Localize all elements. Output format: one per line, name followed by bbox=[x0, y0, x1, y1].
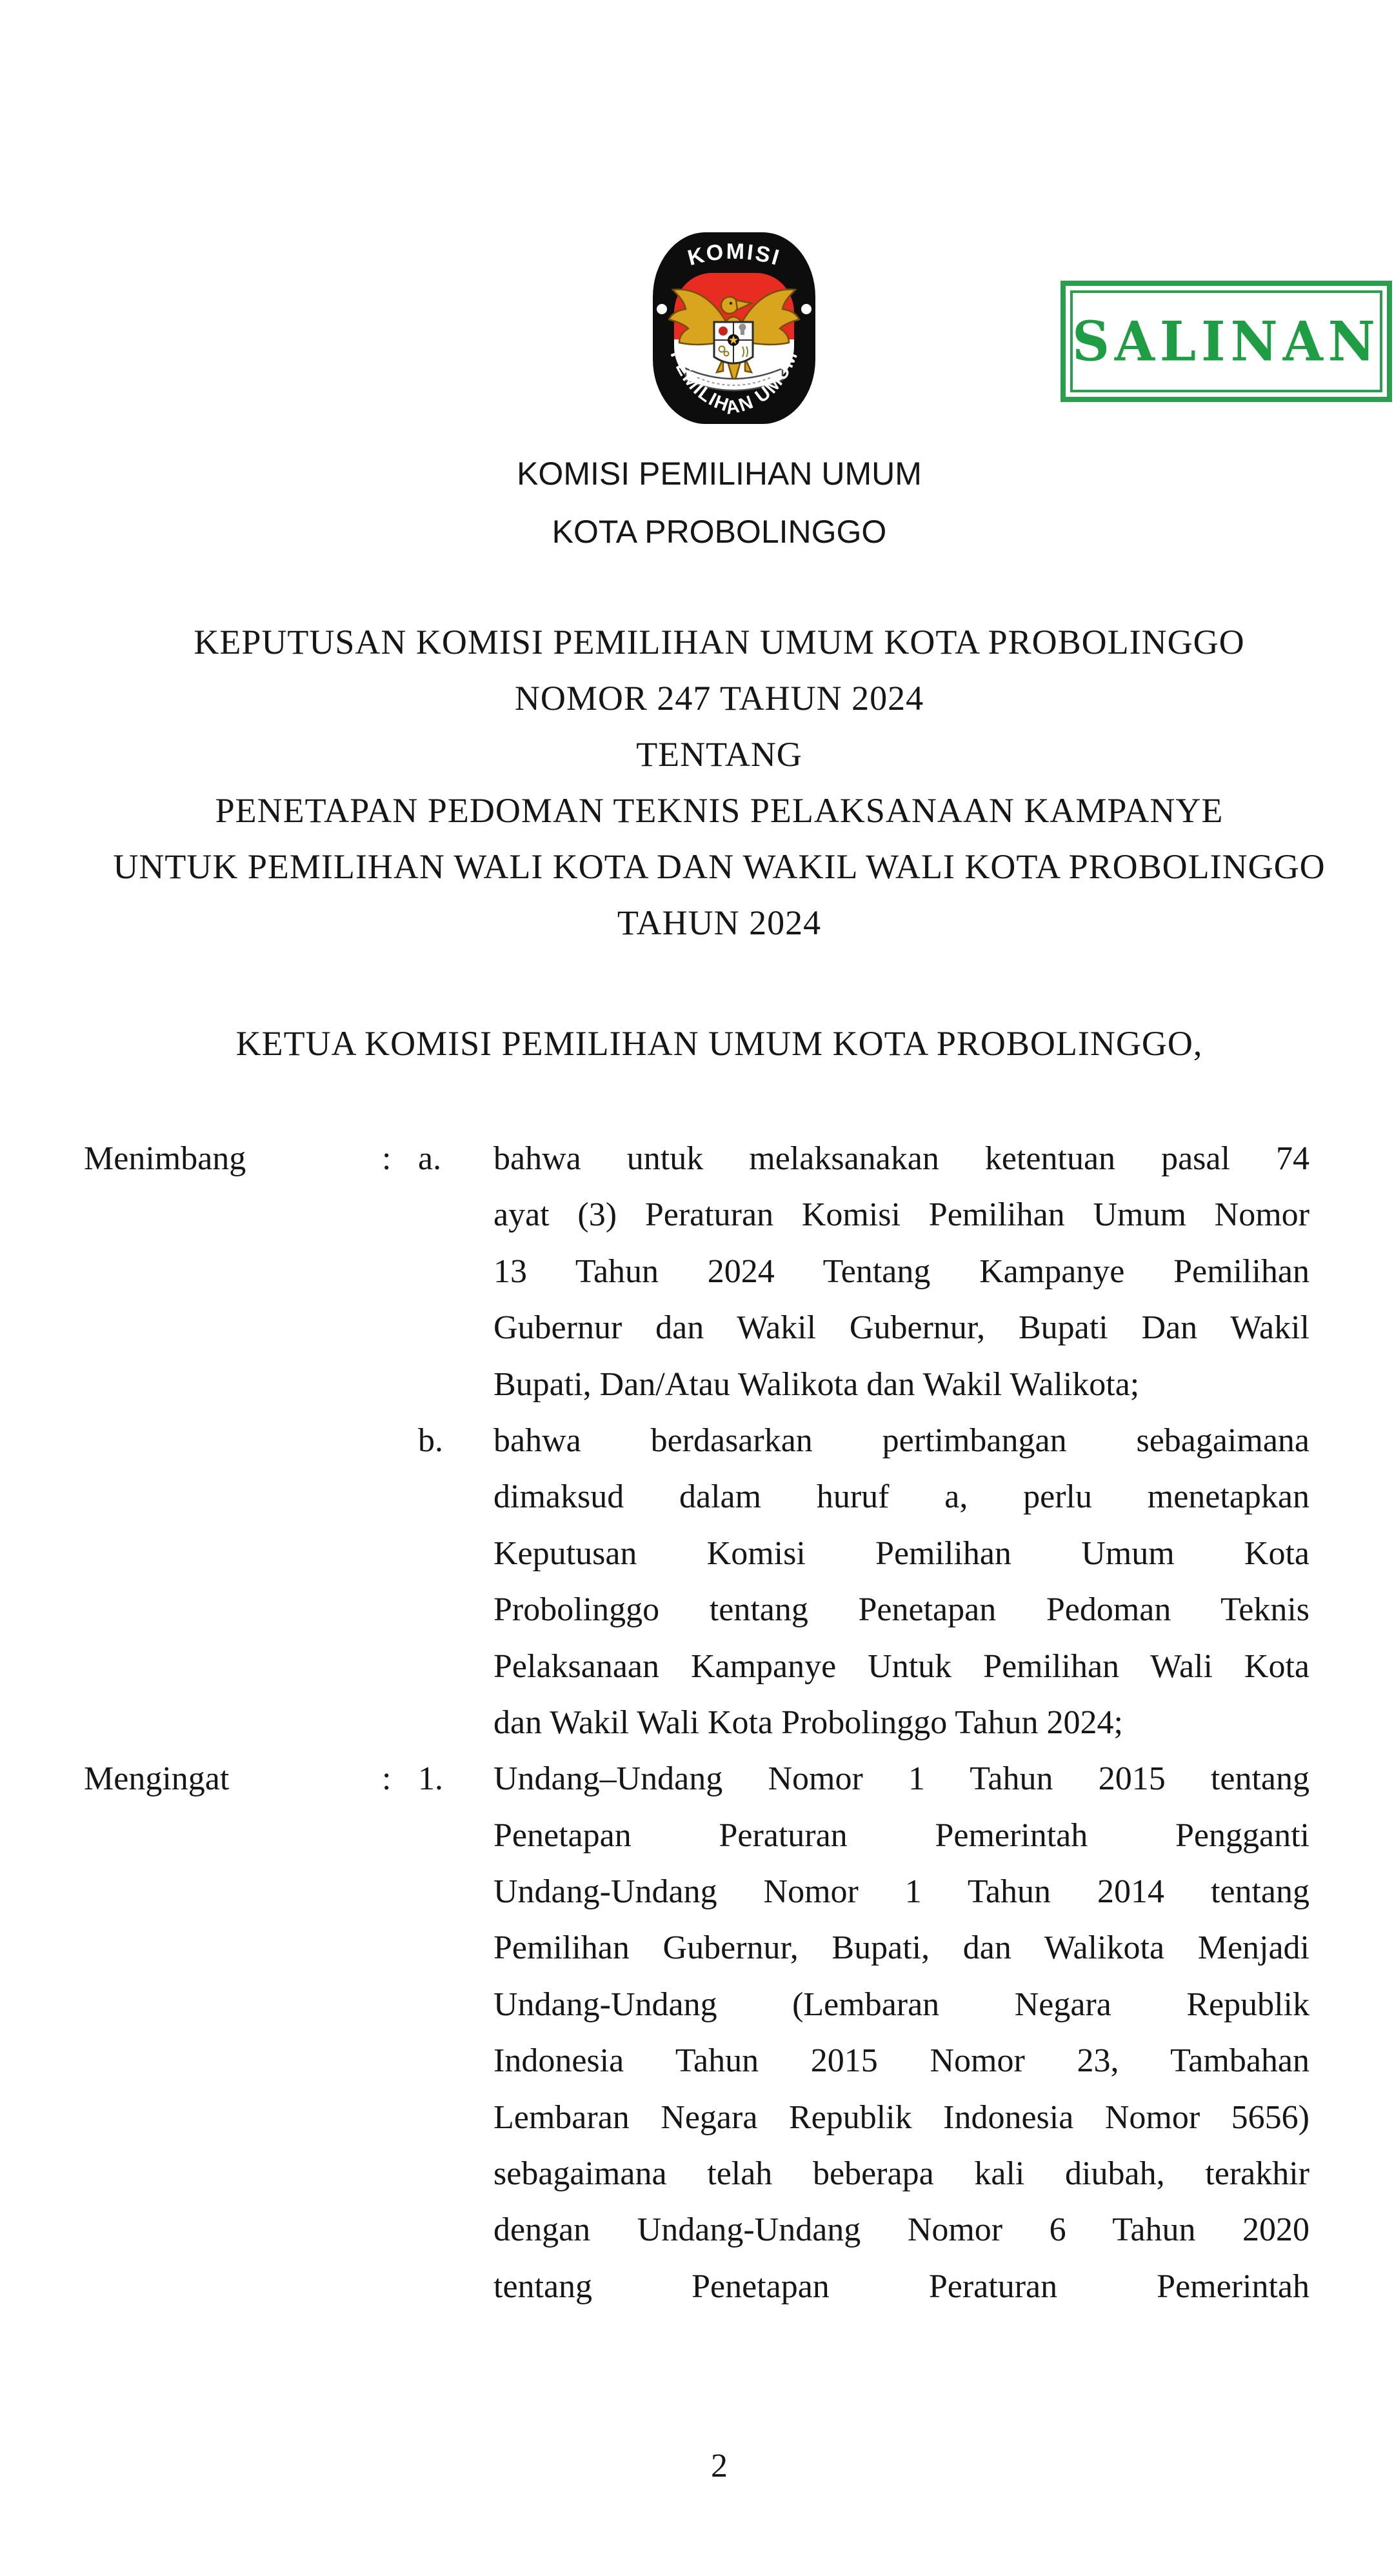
salinan-stamp-label: SALINAN bbox=[1072, 309, 1380, 374]
clause-line bbox=[84, 1413, 1309, 1469]
clause-line bbox=[84, 2089, 1309, 2146]
clause-line bbox=[84, 1582, 1309, 1638]
clause-text-line: ayat (3) Peraturan Komisi Pemilihan Umum Nomor bbox=[493, 1196, 1309, 1234]
item-marker: 1. bbox=[418, 1760, 443, 1798]
title-line: UNTUK PEMILIHAN WALI KOTA DAN WAKIL WALI KOTA PROBOLINGGO bbox=[113, 847, 1326, 886]
logo-right-dot bbox=[801, 304, 812, 314]
clause-text-line: Pelaksanaan Kampanye Untuk Pemilihan Wali Kota bbox=[493, 1647, 1309, 1685]
clause-line bbox=[84, 2202, 1309, 2258]
clause-line bbox=[84, 1300, 1309, 1356]
clause-line bbox=[84, 1469, 1309, 1525]
clause-line bbox=[84, 1525, 1309, 1582]
clause-text-line: Undang-Undang (Lembaran Negara Republik bbox=[493, 1986, 1309, 2023]
clause-label: Mengingat bbox=[84, 1760, 230, 1798]
clause-text-line: tentang Penetapan Peraturan Pemerintah bbox=[493, 2268, 1309, 2305]
clause-text-line: Penetapan Peraturan Pemerintah Pengganti bbox=[493, 1816, 1309, 1854]
kpu-logo bbox=[651, 230, 817, 426]
clause-line bbox=[84, 1807, 1309, 1864]
clause-text-line: dan Wakil Wali Kota Probolinggo Tahun 2024; bbox=[493, 1704, 1123, 1741]
clause-line bbox=[84, 1751, 1309, 1807]
logo-left-dot bbox=[657, 304, 667, 314]
clause-line bbox=[84, 1920, 1309, 1976]
salutation-line: KETUA KOMISI PEMILIHAN UMUM KOTA PROBOLINGGO, bbox=[235, 1024, 1203, 1063]
clause-text-line: Pemilihan Gubernur, Bupati, dan Walikota Menjadi bbox=[493, 1929, 1309, 1967]
clause-text-line: Gubernur dan Wakil Gubernur, Bupati Dan Wakil bbox=[493, 1309, 1309, 1347]
clause-text-line: dimaksud dalam huruf a, perlu menetapkan bbox=[493, 1478, 1309, 1516]
clause-label: Menimbang bbox=[84, 1140, 246, 1177]
logo-arc-bottom-text: PEMILIHAN UMUM bbox=[666, 347, 802, 419]
clause-colon: : bbox=[382, 1760, 392, 1798]
clause-line bbox=[84, 2033, 1309, 2089]
logo-arc-top-text: KOMISI bbox=[685, 239, 784, 271]
page-number: 2 bbox=[711, 2448, 728, 2484]
clause-text-line: bahwa untuk melaksanakan ketentuan pasal 74 bbox=[493, 1140, 1309, 1177]
clause-line bbox=[84, 1864, 1309, 1920]
document-title bbox=[106, 614, 1332, 951]
clause-text-line: bahwa berdasarkan pertimbangan sebagaimana bbox=[493, 1422, 1309, 1459]
clause-text-line: Lembaran Negara Republik Indonesia Nomor 5656) bbox=[493, 2098, 1309, 2136]
clause-line bbox=[84, 1131, 1309, 1187]
clause-line bbox=[84, 2146, 1309, 2202]
salinan-stamp-inner-border bbox=[1070, 290, 1382, 392]
clause-text-line: Undang–Undang Nomor 1 Tahun 2015 tentang bbox=[493, 1760, 1309, 1798]
item-marker: b. bbox=[418, 1422, 443, 1459]
item-marker: a. bbox=[418, 1140, 442, 1177]
clause-text-line: Keputusan Komisi Pemilihan Umum Kota bbox=[493, 1535, 1309, 1572]
org-city-line: KOTA PROBOLINGGO bbox=[552, 514, 887, 550]
clause-line bbox=[84, 1187, 1309, 1243]
salinan-stamp bbox=[1060, 281, 1392, 402]
clause-text-line: dengan Undang-Undang Nomor 6 Tahun 2020 bbox=[493, 2211, 1309, 2249]
org-name-line: KOMISI PEMILIHAN UMUM bbox=[517, 456, 922, 492]
title-line: KEPUTUSAN KOMISI PEMILIHAN UMUM KOTA PROBOLINGGO bbox=[194, 623, 1245, 661]
clause-text-line: Indonesia Tahun 2015 Nomor 23, Tambahan bbox=[493, 2042, 1309, 2080]
clause-line bbox=[84, 2259, 1309, 2315]
clause-text-line: Undang-Undang Nomor 1 Tahun 2014 tentang bbox=[493, 1873, 1309, 1911]
title-line: PENETAPAN PEDOMAN TEKNIS PELAKSANAAN KAMPANYE bbox=[215, 791, 1224, 830]
clause-line bbox=[84, 1243, 1309, 1300]
title-line: TAHUN 2024 bbox=[617, 903, 822, 942]
clause-body bbox=[84, 1131, 1309, 2315]
clause-text-line: sebagaimana telah beberapa kali diubah, terakhir bbox=[493, 2155, 1309, 2193]
clause-text-line: Bupati, Dan/Atau Walikota dan Wakil Walikota; bbox=[493, 1365, 1140, 1403]
clause-line bbox=[84, 1638, 1309, 1695]
clause-text-line: Probolinggo tentang Penetapan Pedoman Teknis bbox=[493, 1591, 1309, 1629]
org-header bbox=[106, 445, 1332, 561]
clause-line bbox=[84, 1977, 1309, 2033]
clause-colon: : bbox=[382, 1140, 392, 1177]
clause-text-line: 13 Tahun 2024 Tentang Kampanye Pemilihan bbox=[493, 1253, 1309, 1290]
title-line: TENTANG bbox=[636, 735, 802, 774]
clause-line bbox=[84, 1356, 1309, 1413]
clause-line bbox=[84, 1695, 1309, 1751]
title-line: NOMOR 247 TAHUN 2024 bbox=[514, 679, 924, 718]
